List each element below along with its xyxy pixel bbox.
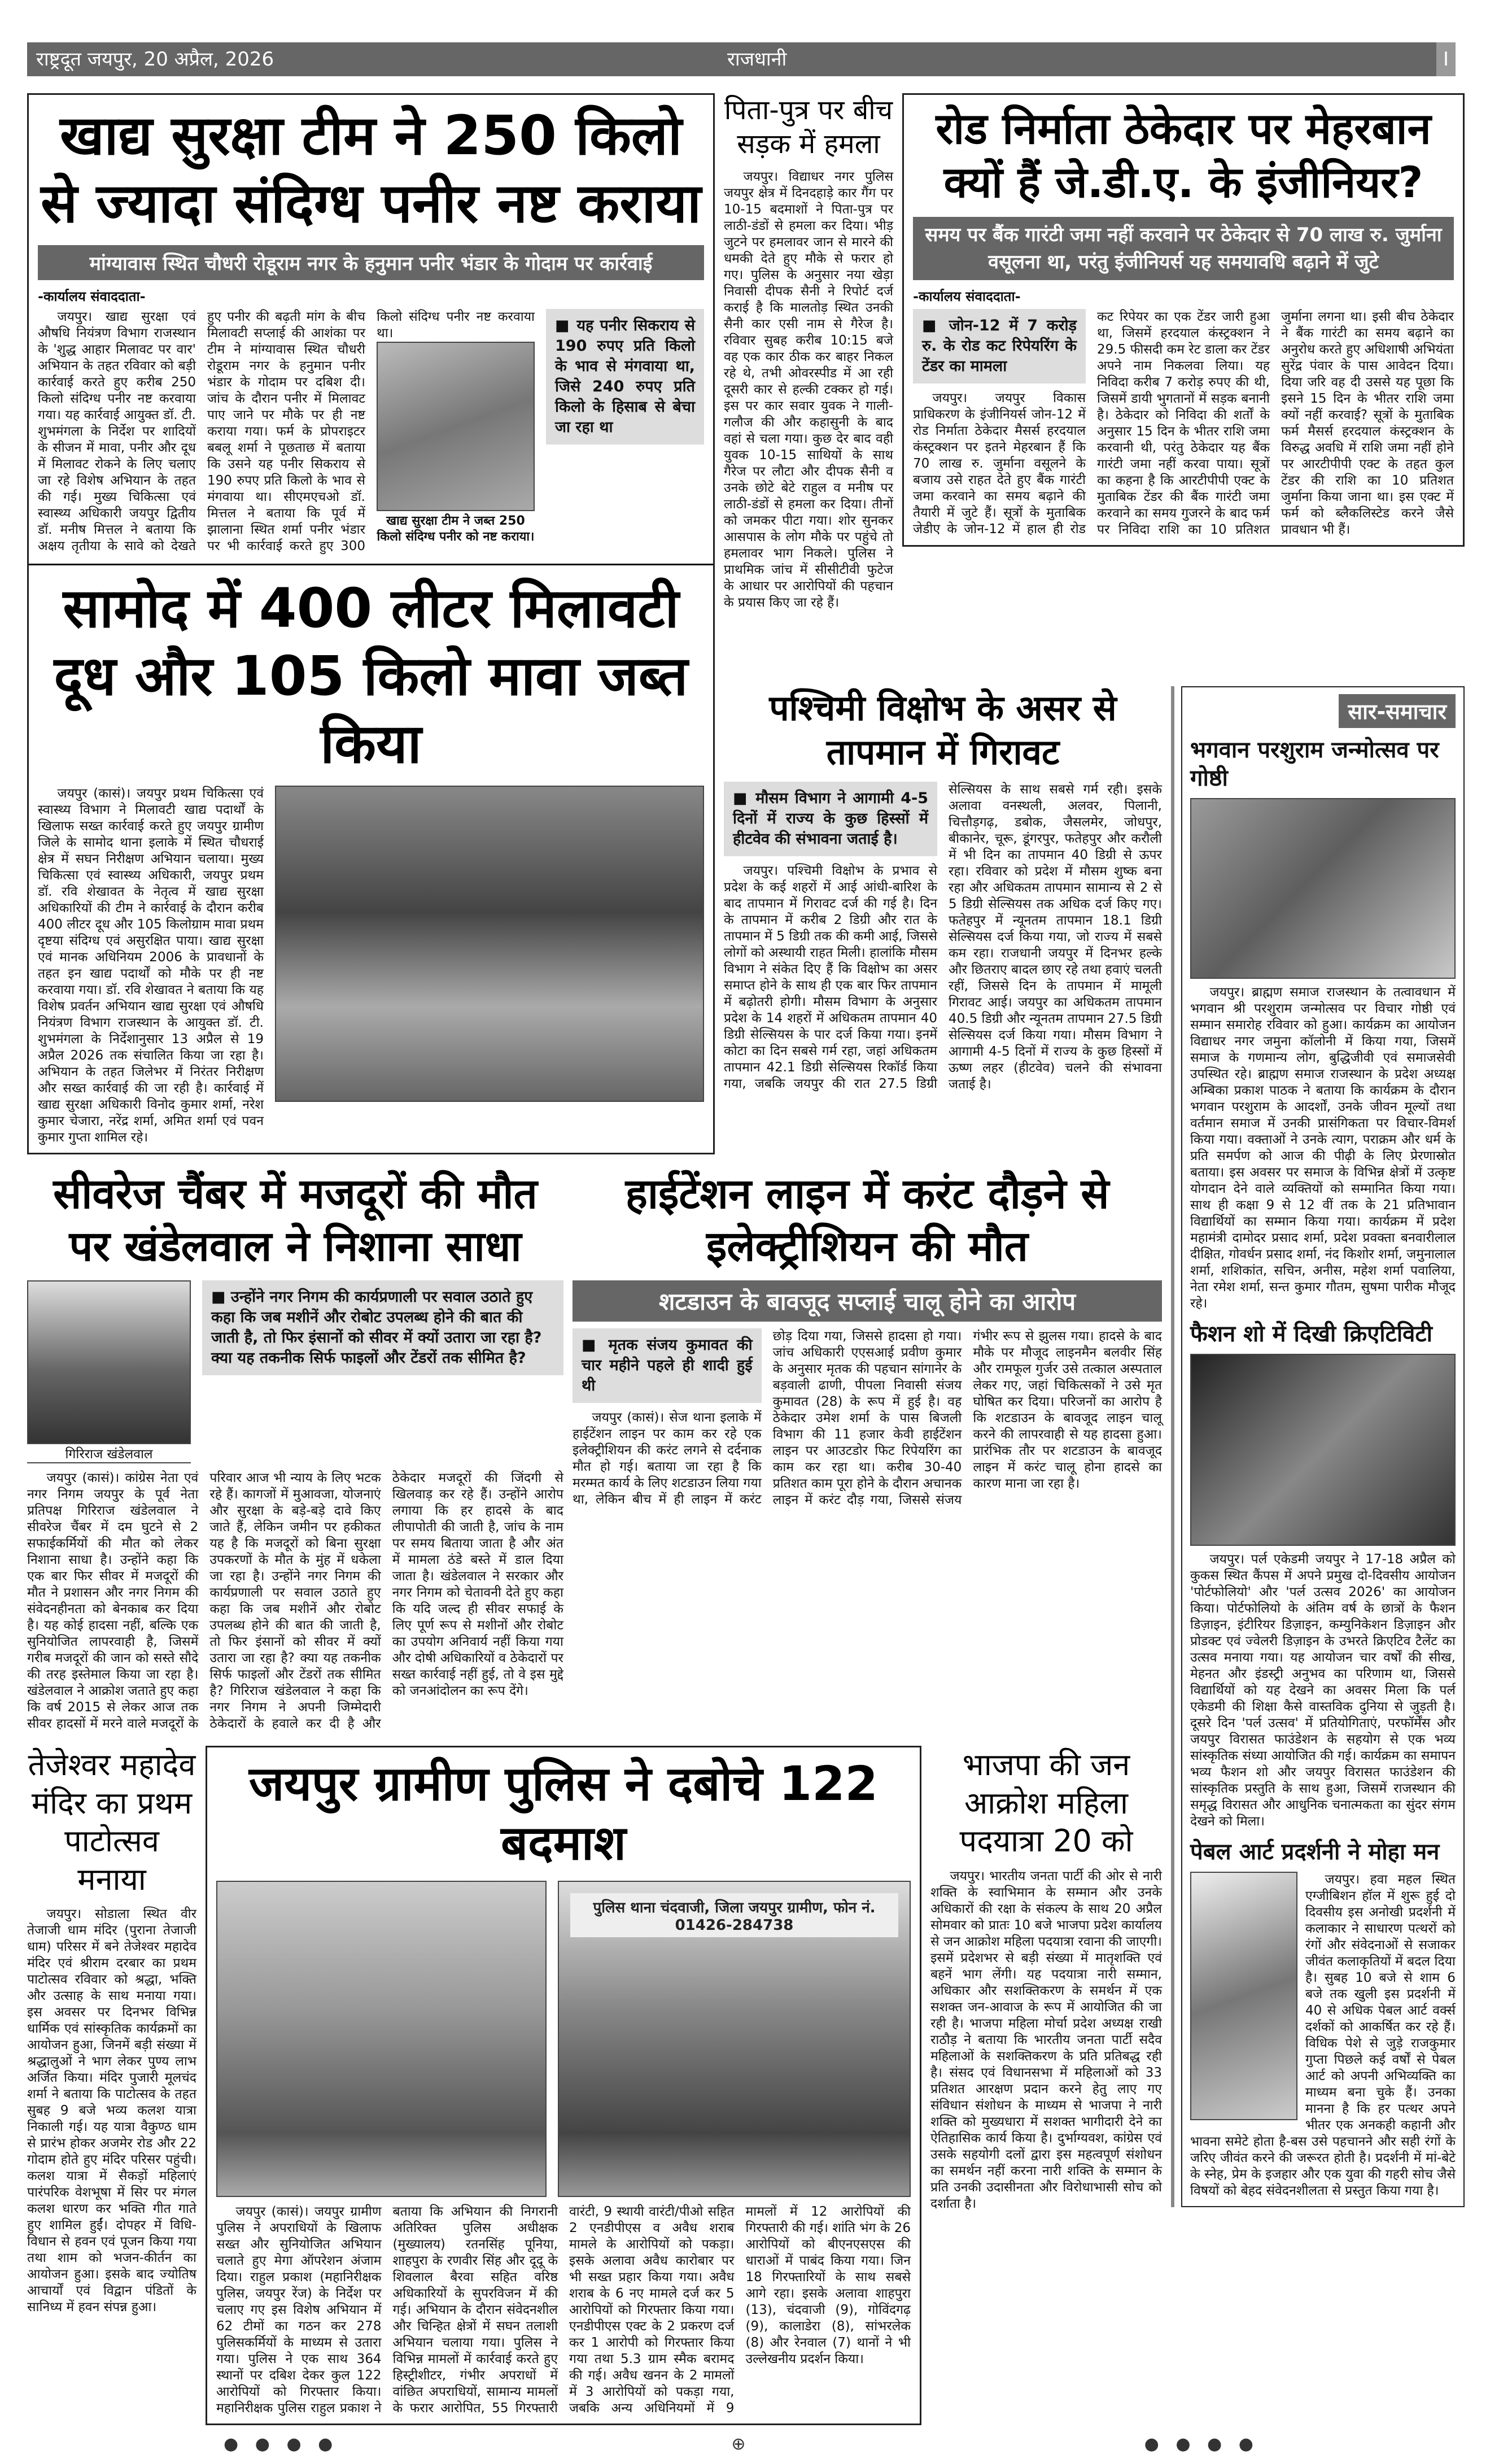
headline-sewer-deaths[interactable]: सीवरेज चैंबर में मजदूरों की मौत पर खंडेलवाल ने निशाना साधा xyxy=(53,1170,537,1271)
article-text: जयपुर (कासं)। जयपुर ग्रामीण पुलिस ने अपराधियों के खिलाफ सख्त और सुनियोजित अभियान चलाते हुए मेगा ऑपरेशन अंजाम दिया। राहुल प्रकाश (महानिरीक्षक पुलिस, जयपुर रेंज) के निर्देश पर चलाए गए इस विशेष अभियान में 62 टीमों का गठन कर 278 पुलिसकर्मियों के माध्यम से उतारा गया। पुलिस ने एक साथ 364 स्थानों पर दबिश देकर कुल 122 आरोपियों को गिरफ्तार किया। महानिरीक्षक पुलिस राहुल प्रकाश ने बताया कि अभियान की निगरानी अतिरिक्त पुलिस अधीक्षक (मुख्यालय) रतनसिंह पूनिया, शाहपुरा के रणवीर सिंह और दूदू के शिवलाल बैरवा सहित वरिष्ठ अधिकारियों के सुपरविजन में की गई। अभियान के दौरान संवेदनशील और चिन्हित क्षेत्रों में सघन तलाशी अभियान चलाया गया। पुलिस ने विभिन्न मामलों में कार्रवाई करते हुए हिस्ट्रीशीटर, गंभीर अपराधों में वांछित अपराधियों, सामान्य मामलों के फरार आरोपित, 55 गिरफ्तारी वारंटी, 9 स्थायी वारंटी/पीओ सहित 2 एनडीपीएस व अवैध शराब मामले के आरोपियों को पकड़ा। इसके अलावा अवैध कारोबार पर भी सख्त प्रहार किया गया। अवैध शराब के 6 नए मामले दर्ज कर 5 आरोपियों को गिरफ्तार किया गया। एनडीपीएस एक्ट के 2 प्रकरण दर्ज कर 1 आरोपी को गिरफ्तार किया गया तथा 5.3 ग्राम स्मैक बरामद की गई। अवैध खनन के 2 मामलों में 3 आरोपियों को पकड़ा गया, जबकि अन्य अधिनियमों में 9 मामलों में 12 आरोपियों की गिरफ्तारी की गई। शांति भंग के 26 आरोपियों को बीएनएसएस की धाराओं में पाबंद किया गया। जिन 18 गिरफ्तारियों के साथ सबसे आगे रहा। इसके अलावा शाहपुरा (13), चंदवाजी (9), गोविंदगढ़ (9), कालाडेरा (8), सांभरलेक (8) और रेनवाल (7) थानों ने भी उल्लेखनीय प्रदर्शन किया। xyxy=(216,2204,911,2416)
section-name: राजधानी xyxy=(727,48,787,71)
photo-police-station xyxy=(558,1881,911,2197)
story-box-left xyxy=(27,93,715,1154)
footer-marks xyxy=(27,2434,1456,2454)
article-body-bjp xyxy=(930,1868,1162,2212)
highlight-box-zone12: ■ जोन-12 में 7 करोड़ रु. के रोड कट रिपेयरिंग के टेंडर का मामला xyxy=(913,309,1086,383)
story-sewer xyxy=(27,1168,563,1732)
highlight-box-heatwave: ■ मौसम विभाग ने आगामी 4-5 दिनों में राज्य के कुछ हिस्सों में हीटवेव की संभावना जताई है। xyxy=(724,782,937,856)
story-father-son-attack xyxy=(724,93,893,611)
headline-western-disturbance[interactable]: पश्चिमी विक्षोभ के असर से तापमान में गिरावट xyxy=(769,687,1117,773)
subhead-jda: समय पर बैंक गारंटी जमा नहीं करवाने पर ठेकेदार से 70 लाख रु. जुर्माना वसूलना था, परंतु इंजीनियर्स यह समयावधि बढ़ाने में जुटे xyxy=(913,217,1454,280)
article-text: जयपुर। सोडाला स्थित वीर तेजाजी धाम मंदिर (पुराना तेजाजी धाम) परिसर में बने तेजेश्वर महादेव मंदिर एवं श्रीराम दरबार का प्रथम पाटोत्सव रविवार को श्रद्धा, भक्ति और उत्साह के साथ मनाया गया। इस अवसर पर दिनभर विभिन्न धार्मिक एवं सांस्कृतिक कार्यक्रमों का आयोजन हुआ, जिनमें बड़ी संख्या में श्रद्धालुओं ने भाग लेकर पुण्य लाभ अर्जित किया। मंदिर पुजारी मूलचंद शर्मा ने बताया कि पाटोत्सव के तहत सुबह 9 बजे भव्य कलश यात्रा निकाली गई। यह यात्रा वैकुण्ठ धाम से प्रारंभ होकर अजमेर रोड और 22 गोदाम होते हुए मंदिर परिसर पहुंची। कलश यात्रा में सैकड़ों महिलाएं पारंपरिक वेशभूषा में सिर पर मंगल कलश धारण कर भक्ति गीत गाते हुए शामिल हुईं। दोपहर में विधि-विधान से हवन एवं पूजन किया गया तथा शाम को भजन-कीर्तन का आयोजन हुआ। इसके बाद ज्योतिष आचार्यों एवं विद्वान पंडितों के सानिध्य में हवन संपन्न हुआ। xyxy=(27,1907,196,2314)
photo-pebble-art xyxy=(1190,1872,1297,2120)
photo-fashion-show xyxy=(1190,1354,1456,1546)
registration-marks-right: ● ● ● ● xyxy=(1144,2434,1259,2454)
headline-father-son-attack[interactable]: पिता-पुत्र पर बीच सड़क में हमला xyxy=(724,94,893,160)
headline-hightension-death[interactable]: हाईटेंशन लाइन में करंट दौड़ने से इलेक्ट्रीशियन की मौत xyxy=(625,1170,1109,1271)
article-text: जयपुर। पश्चिमी विक्षोभ के प्रभाव से प्रदेश के कई शहरों में आई आंधी-बारिश के बाद तापमान में गिरावट दर्ज की गई है। दिन के तापमान में करीब 2 डिग्री और रात के तापमान में 5 डिग्री तक की कमी आई, जिससे लोगों को अस्थायी राहत मिली। हालांकि मौसम विभाग ने संकेत दिए हैं कि विक्षोभ का असर समाप्त होने के साथ ही एक बार फिर तापमान में बढ़ोतरी होगी। मौसम विभाग के अनुसार प्रदेश के 14 शहरों में अधिकतम तापमान 40 डिग्री सेल्सियस के पार दर्ज किया गया। इनमें कोटा का दिन सबसे गर्म रहा, जहां अधिकतम तापमान 42.1 डिग्री सेल्सियस रिकॉर्ड किया गया, जबकि जयपुर की रात 27.5 डिग्री सेल्सियस के साथ सबसे गर्म रही। इसके अलावा वनस्थली, अलवर, पिलानी, चित्तौड़गढ़, डबोक, जैसलमेर, जोधपुर, बीकानेर, चूरू, डूंगरपुर, फतेहपुर और करौली में भी दिन का तापमान 40 डिग्री से ऊपर रहा। रविवार को प्रदेश में मौसम शुष्क बना रहा और अधिकतम तापमान सामान्य से 2 से 5 डिग्री सेल्सियस तक अधिक दर्ज किए गए। फतेहपुर में न्यूनतम तापमान 18.1 डिग्री सेल्सियस दर्ज किया गया, जो राज्य में सबसे कम रहा। राजधानी जयपुर में दिनभर हल्के और छितराए बादल छाए रहे तथा हवाएं चलती रहीं, जिससे दिन के तापमान में मामूली गिरावट आई। जयपुर का अधिकतम तापमान 40.5 डिग्री और न्यूनतम तापमान 27.5 डिग्री सेल्सियस दर्ज किया गया। मौसम विभाग ने आगामी 4-5 दिनों में राज्य के कुछ हिस्सों में ऊष्ण लहर (हीटवेव) चलने की संभावना जताई है। xyxy=(724,782,1162,1092)
article-text: जयपुर (कासं)। कांग्रेस नेता एवं नगर निगम जयपुर के पूर्व नेता प्रतिपक्ष गिरिराज खंडेलवाल ने सीवरेज चैंबर में दम घुटने से 2 सफाईकर्मियों की मौत को लेकर निशाना साधा है। उन्होंने कहा कि एक बार फिर सीवर में मजदूरों की मौत ने प्रशासन और नगर निगम की संवेदनहीनता को बेनकाब कर दिया है। यह कोई हादसा नहीं, बल्कि एक सुनियोजित लापरवाही है, जिसमें गरीब मजदूरों की जान को सस्ते सौदे की तरह इस्तेमाल किया जा रहा है। खंडेलवाल ने आक्रोश जताते हुए कहा कि वर्ष 2015 से लेकर आज तक सीवर हादसों में मरने वाले मजदूरों के परिवार आज भी न्याय के लिए भटक रहे हैं। कागजों में मुआवजा, योजनाएं और सुरक्षा के बड़े-बड़े दावे किए जाते हैं, लेकिन जमीन पर हकीकत यह है कि मजदूरों को बिना सुरक्षा उपकरणों के मौत के मुंह में धकेला जा रहा है। उन्होंने नगर निगम की कार्यप्रणाली पर सवाल उठाते हुए कहा कि जब मशीनें और रोबोट उपलब्ध होने की बात की जाती है, तो फिर इंसानों को सीवर में क्यों उतारा जा रहा है? क्या यह तकनीक सिर्फ फाइलों और टेंडरों तक सीमित है? गिरिराज खंडेलवाल ने कहा कि नगर निगम ने अपनी जिम्मेदारी ठेकेदारों के हवाले कर दी है और ठेकेदार मजदूरों की जिंदगी से खिलवाड़ कर रहे हैं। उन्होंने आरोप लगाया कि हर हादसे के बाद लीपापोती की जाती है, जांच के नाम पर समय बिताया जाता है और अंत में मामला ठंडे बस्ते में डाल दिया जाता है। खंडेलवाल ने सरकार और नगर निगम को चेतावनी देते हुए कहा कि यदि जल्द ही सीवर सफाई के लिए पूर्ण रूप से मशीनों और रोबोट का उपयोग अनिवार्य नहीं किया गया और दोषी अधिकारियों व ठेकेदारों पर सख्त कार्रवाई नहीं हुई, तो वे इस मुद्दे को जनआंदोलन का रूप देंगे। xyxy=(27,1471,563,1731)
row-sewer-hightension xyxy=(27,1168,1162,1732)
article-body-samod xyxy=(38,786,264,1146)
sidebar xyxy=(1171,686,1465,2207)
article-body-temple xyxy=(27,1906,196,2316)
sidebar-item-title[interactable]: फैशन शो में दिखी क्रिएटिविटी xyxy=(1190,1321,1432,1347)
story-box-jda xyxy=(902,93,1465,547)
article-body-paneer xyxy=(38,309,704,555)
photo-giriraj-khandelwal xyxy=(27,1280,191,1444)
photo-figure xyxy=(377,342,535,545)
page-number: I xyxy=(1436,42,1456,76)
story-weather xyxy=(724,686,1162,1093)
photo-paneer-destruction xyxy=(377,342,535,511)
article-text: जयपुर। विद्याधर नगर पुलिस जयपुर क्षेत्र में दिनदहाड़े कार गैंग पर 10-15 बदमाशों ने पिता-पुत्र पर लाठी-डंडों से हमला कर दिया। भीड़ जुटने पर हमलावर जान से मारने की धमकी देते हुए मौके से फरार हो गए। पुलिस के अनुसार नया खेड़ा निवासी दीपक सैनी ने रिपोर्ट दर्ज कराई है कि मालतोड़ स्थित उनकी सैनी कार एसी नाम से गैरेज है। रविवार सुबह करीब 10:15 बजे वह एक कार ठीक कर बाहर निकल रहे थे, तभी ओवरस्पीड में आ रही दूसरी कार से हल्की टक्कर हो गई। इस पर कार सवार युवक ने गाली-गलौज की और कहासुनी के बाद वहां से चला गया। कुछ देर बाद वही युवक 10-15 साथियों के साथ गैरेज पर लौटा और दीपक सैनी व उनके छोटे बेटे राहुल व मनीष पर लाठी-डंडों से हमला कर दिया। तीनों को जमकर पीटा गया। शोर सुनकर आसपास के लोग मौके पर पहुंचे तो हमलावर भाग निकले। पुलिस ने प्राथमिक जांच में सीसीटीवी फुटेज के आधार पर आरोपियों की पहचान के प्रयास किए जा रहे हैं। xyxy=(724,169,893,610)
police-photos xyxy=(216,1881,911,2197)
sidebar-box xyxy=(1181,686,1465,2207)
sidebar-item-body xyxy=(1190,984,1456,1312)
photo-caption: गिरिराज खंडेलवाल xyxy=(27,1444,191,1463)
article-body-sewer-a xyxy=(27,1470,563,1732)
sewer-top xyxy=(27,1280,563,1463)
sidebar-item-body xyxy=(1190,1872,1456,2199)
registration-marks-left: ● ● ● ● xyxy=(224,2434,339,2454)
divider xyxy=(29,564,713,565)
byline: -कार्यालय संवाददाता- xyxy=(38,289,146,304)
article-body-police xyxy=(216,2204,911,2417)
photo-milk-seizure xyxy=(275,786,704,1102)
subhead-paneer: मांग्यावास स्थित चौधरी रोडूराम नगर के हनुमान पनीर भंडार के गोदाम पर कार्रवाई xyxy=(38,245,704,280)
article-text: जयपुर। खाद्य सुरक्षा एवं औषधि नियंत्रण विभाग राजस्थान के 'शुद्ध आहार मिलावट पर वार' अभियान के तहत रविवार को बड़ी कार्रवाई करते हुए करीब 250 किलो संदिग्ध पनीर नष्ट करवाया गया। यह कार्रवाई आयुक्त डॉ. टी. शुभमंगला के निर्देश पर शादियों के सीजन में मावा, पनीर और दूध में मिलावट रोकने के लिए चलाए जा रहे विशेष अभियान के तहत की गई। मुख्य चिकित्सा एवं स्वास्थ्य अधिकारी जयपुर द्वितीय डॉ. मनीष मित्तल ने बताया कि अक्षय तृतीया के सावे को देखते हुए पनीर की बढ़ती मांग के बीच मिलावटी सप्लाई की आशंका पर टीम ने मांग्यावास स्थित चौधरी रोडूराम नगर के हनुमान पनीर भंडार के गोदाम पर दबिश दी। जांच के दौरान पनीर में मिलावट पाए जाने पर मौके पर ही नष्ट कराया गया। फर्म के प्रोपराइटर बबलू शर्मा ने पूछताछ में बताया कि उसने यह पनीर सिकराय से 190 रुपए प्रति किलो के भाव से मंगवाया था। सीएमएचओ डॉ. मित्तल ने बताया कि पूर्व में झालाना स्थित शर्मा पनीर भंडार पर भी कार्रवाई करते हुए 300 किलो संदिग्ध पनीर नष्ट करवाया था। xyxy=(38,310,535,553)
article-text: जयपुर (कासं)। जयपुर प्रथम चिकित्सा एवं स्वास्थ्य विभाग ने मिलावटी खाद्य पदार्थों के खिलाफ सख्त कार्रवाई करते हुए जयपुर ग्रामीण जिले के सामोद थाना इलाके में स्थित चौधराई क्षेत्र में सघन निरीक्षण अभियान चलाया। मुख्य चिकित्सा एवं स्वास्थ्य अधिकारी, जयपुर प्रथम डॉ. रवि शेखावत के नेतृत्व में खाद्य सुरक्षा अधिकारियों की टीम ने कार्रवाई के दौरान करीब 400 लीटर दूध और 105 किलोग्राम मावा प्रथम दृष्टया संदिग्ध एवं असुरक्षित पाया। खाद्य सुरक्षा एवं मानक अधिनियम 2006 के प्रावधानों के तहत इन खाद्य पदार्थों को मौके पर ही नष्ट करवाया गया। डॉ. रवि शेखावत ने बताया कि यह विशेष प्रवर्तन अभियान खाद्य सुरक्षा एवं औषधि नियंत्रण विभाग राजस्थान के आयुक्त डॉ. टी. शुभमंगला के निर्देशानुसार 13 अप्रैल से 19 अप्रैल 2026 तक संचालित किया जा रहा है। अभियान के तहत जिलेभर में निरंतर निरीक्षण और सख्त कार्रवाई की जा रही है। कार्रवाई में खाद्य सुरक्षा अधिकारी विनोद कुमार शर्मा, नरेश कुमार चेजारा, नरेंद्र शर्मा, अमित शर्मा एवं पवन कुमार गुप्ता शामिल रहे। xyxy=(38,786,264,1145)
sidebar-item-title[interactable]: पेबल आर्ट प्रदर्शनी ने मोहा मन xyxy=(1190,1839,1440,1865)
article-body-hightension xyxy=(573,1328,1162,1509)
article-text: जयपुर। जयपुर विकास प्राधिकरण के इंजीनियर्स जोन-12 में रोड निर्माता ठेकेदार मैसर्स हरदयाल कंस्ट्रक्शन पर इतने मेहरबान हैं कि 70 लाख रु. जुर्माना वसूलने के बजाय उसे राहत देते हुए बैंक गारंटी जमा करवाने का समय बढ़ाने की तैयारी में जुटे हैं। सूत्रों के मुताबिक जेडीए के जोन-12 में हाल ही रोड कट रिपेयर का एक टेंडर जारी हुआ था, जिसमें हरदयाल कंस्ट्रक्शन ने 29.5 फीसदी कम रेट डाला कर टेंडर अपने नाम निकलवा लिया। यह निविदा करीब 7 करोड़ रुपए की थी, जिसमें डायी भुगतानों में सड़क बनानी है। ठेकेदार को निविदा की शर्तों के अनुसार 15 दिन के भीतर राशि जमा करवानी थी, परंतु ठेकेदार यह बैंक गारंटी जमा नहीं करवा पाया। सूत्रों का कहना है कि आरटीपीपी एक्ट के मुताबिक टेंडर की बैंक गारंटी जमा करवाने का समय गुजरने के बाद फर्म पर निविदा राशि का 10 प्रतिशत जुर्माना लगना था। इसी बीच ठेकेदार ने बैंक गारंटी का समय बढ़ाने का अनुरोध करते हुए अधिशाषी अभियंता सुरेंद्र पंवार के पास आवेदन दिया। दिया जरि वह दी उससे यह पूछा कि इसने 15 दिन के भीतर राशि जमा क्यों नहीं करवाई? सूत्रों के मुताबिक फर्म मैसर्स हरदयाल कंस्ट्रक्शन के विरुद्ध अवधि में राशि जमा नहीं होने पर आरटीपीपी एक्ट के तहत कुल टेंडर की राशि का 10 प्रतिशत जुर्माना किया जाना था। इस एक्ट में फर्म को ब्लैकलिस्टेड करने जैसे प्रावधान भी हैं। xyxy=(913,310,1454,537)
row-bottom xyxy=(27,1746,1162,2425)
story-hightension xyxy=(573,1168,1162,1509)
samod-layout xyxy=(38,786,704,1146)
headline-samod-milk[interactable]: सामोद में 400 लीटर मिलावटी दूध और 105 किलो मावा जब्त किया xyxy=(54,577,688,775)
story-box-police xyxy=(206,1746,921,2425)
headline-paneer[interactable]: खाद्य सुरक्षा टीम ने 250 किलो से ज्यादा संदिग्ध पनीर नष्ट कराया xyxy=(41,104,701,235)
highlight-box-groom: ■ मृतक संजय कुमावत की चार महीने पहले ही शादी हुई थी xyxy=(573,1328,762,1403)
page-header xyxy=(27,42,1456,76)
highlight-box-sewer: ■ उन्होंने नगर निगम की कार्यप्रणाली पर सवाल उठाते हुए कहा कि जब मशीनें और रोबोट उपलब्ध होने की बात की जाती है, तो फिर इंसानों को सीवर में क्यों उतारा जा रहा है? क्या यह तकनीक सिर्फ फाइलों और टेंडरों तक सीमित है? xyxy=(202,1280,563,1375)
article-body-jda xyxy=(913,309,1454,538)
sidebar-label: सार-समाचार xyxy=(1339,694,1456,728)
sidebar-item-body xyxy=(1190,1551,1456,1830)
page-grid xyxy=(27,93,1456,2425)
subhead-shutdown: शटडाउन के बावजूद सप्लाई चालू होने का आरोप xyxy=(573,1280,1162,1322)
article-text: जयपुर। हवा महल स्थित एग्जीबिशन हॉल में शुरू हुई दो दिवसीय इस अनोखी प्रदर्शनी में कलाकार ने साधारण पत्थरों को रंगों और संवेदनाओं से सजाकर जीवंत कलाकृतियों में बदल दिया है। सुबह 10 बजे से शाम 6 बजे तक खुली इस प्रदर्शनी में 40 से अधिक पेबल आर्ट वर्क्स दर्शकों को आकर्षित कर रहे हैं। विधिक पेशे से जुड़े राजकुमार गुप्ता पिछले कई वर्षों से पेबल आर्ट को अपनी अभिव्यक्ति का माध्यम बना चुके हैं। उनका मानना है कि हर पत्थर अपने भीतर एक अनकही कहानी और भावना समेटे होता है-बस उसे पहचानने और सही रंगों के जरिए जीवंत करने की जरूरत होती है। प्रदर्शनी में मां-बेटे के स्नेह, प्रेम के इजहार और एक युवा की गहरी सोच जैसे विषयों को बेहद संवेदनशीलता से प्रस्तुत किया गया है। xyxy=(1190,1872,1456,2198)
article-text: जयपुर। भारतीय जनता पार्टी की ओर से नारी शक्ति के स्वाभिमान के सम्मान और उनके अधिकारों की रक्षा के संकल्प के साथ 20 अप्रैल सोमवार को प्रातः 10 बजे भाजपा प्रदेश कार्यालय से जन आक्रोश महिला पदयात्रा रवाना की जाएगी। इसमें प्रदेशभर से बड़ी संख्या में मातृशक्ति एवं बहनें भाग लेंगी। यह पदयात्रा नारी सम्मान, अधिकार और सशक्तिकरण के समर्थन में एक सशक्त जन-आवाज के रूप में आयोजित की जा रही है। भाजपा महिला मोर्चा प्रदेश अध्यक्ष राखी राठौड़ ने बताया कि भारतीय जनता पार्टी सदैव महिलाओं के सशक्तिकरण के प्रति प्रतिबद्ध रही है। संसद एवं विधानसभा में महिलाओं को 33 प्रतिशत आरक्षण प्रदान करने हेतु लाए गए संविधान संशोधन के माध्यम से भाजपा ने नारी शक्ति को मुख्यधारा में सशक्त भागीदारी देने का ऐतिहासिक कार्य किया है। दुर्भाग्यवश, कांग्रेस एवं उसके सहयोगी दलों द्वारा इस महत्वपूर्ण संशोधन का समर्थन नहीं करना नारी शक्ति के सम्मान के प्रति उनकी उदासीनता और विरोधाभासी सोच को दर्शाता है। xyxy=(930,1868,1162,2211)
story-bjp xyxy=(930,1746,1162,2212)
headline-jda-engineers[interactable]: रोड निर्माता ठेकेदार पर मेहरबान क्यों हैं जे.डी.ए. के इंजीनियर? xyxy=(936,103,1431,207)
photo-caption: खाद्य सुरक्षा टीम ने जब्त 250 किलो संदिग्ध पनीर को नष्ट कराया। xyxy=(377,514,535,544)
headline-tejeshwar-temple[interactable]: तेजेश्वर महादेव मंदिर का प्रथम पाटोत्सव मनाया xyxy=(28,1747,196,1897)
article-body-weather xyxy=(724,782,1162,1093)
article-body-attack xyxy=(724,169,893,611)
byline: -कार्यालय संवाददाता- xyxy=(913,289,1021,304)
article-text: जयपुर। ब्राह्मण समाज राजस्थान के तत्वावधान में भगवान श्री परशुराम जन्मोत्सव पर विचार गोष्ठी एवं सम्मान समारोह रविवार को हुआ। कार्यक्रम का आयोजन विद्याधर नगर जमुना कॉलोनी में किया गया, जिसमें समाज के गणमान्य लोग, बुद्धिजीवी एवं समाजसेवी उपस्थित रहे। ब्राह्मण समाज राजस्थान के प्रदेश अध्यक्ष अम्बिका प्रकाश पाठक ने बताया कि कार्यक्रम के दौरान भगवान परशुराम के आदर्शों, उनके जीवन मूल्यों तथा वर्तमान समाज में उनकी प्रासंगिकता पर विचार-विमर्श किया गया। वक्ताओं ने उनके त्याग, पराक्रम और धर्म के प्रति समर्पण को आज की पीढ़ी के लिए प्रेरणास्रोत बताया। इस अवसर पर समाज के विभिन्न क्षेत्रों में उत्कृष्ट योगदान देने वाले व्यक्तियों को सम्मानित किया गया। साथ ही कक्षा 9 से 12 वीं तक के 21 प्रतिभावान विद्यार्थियों का सम्मान किया गया। कार्यक्रम में प्रदेश महामंत्री दामोदर प्रसाद शर्मा, प्रदेश प्रवक्ता बनवारीलाल दीक्षित, गोवर्धन प्रसाद शर्मा, नंद किशोर शर्मा, जमुनालाल शर्मा, शशिकांत, सचिन, अनीस, महेश शर्मा पवालिया, नेता रमेश शर्मा, सन्त कुमार गौतम, सुषमा पारीक मौजूद रहे। xyxy=(1190,985,1456,1311)
station-signboard: पुलिस थाना चंदवाजी, जिला जयपुर ग्रामीण, फोन नं. 01426-284738 xyxy=(570,1893,898,1937)
registration-mark-center: ⊕ xyxy=(731,2434,751,2454)
headline-rural-police-122[interactable]: जयपुर ग्रामीण पुलिस ने दबोचे 122 बदमाश xyxy=(248,1756,879,1871)
article-text: जयपुर। पर्ल एकेडमी जयपुर ने 17-18 अप्रैल को कुकस स्थित कैंपस में अपने प्रमुख दो-दिवसीय आयोजन 'पोर्टफोलियो' और 'पर्ल उत्सव 2026' का आयोजन किया। पोर्टफोलियो के अंतिम वर्ष के छात्रों के फैशन डिज़ाइन, इंटीरियर डिज़ाइन, कम्युनिकेशन डिज़ाइन और प्रोडक्ट एवं ज्वेलरी डिज़ाइन के उभरते क्रिएटिव टैलेंट का उत्सव मनाया गया। यह आयोजन चार वर्षों की सीख, मेहनत और इंडस्ट्री अनुभव का परिणाम था, जिससे विद्यार्थियों को यह देखने का अवसर मिला कि पर्ल एकेडमी की शिक्षा कैसे वास्तविक दुनिया से जुड़ती है। दूसरे दिन 'पर्ल उत्सव' में प्रतियोगिताएं, परफॉर्मेंस और जयपुर विरासत फाउंडेशन के सहयोग से एक भव्य सांस्कृतिक संध्या आयोजित की गई। कार्यक्रम का समापन भव्य फैशन शो और जयपुर विरासत फाउंडेशन की सांस्कृतिक प्रस्तुति के साथ हुआ, जिसमें राजस्थान की समृद्ध विरासत और आधुनिक चनात्मकता का सुंदर संगम देखने को मिला। xyxy=(1190,1552,1456,1829)
dateline: राष्ट्रदूत जयपुर, 20 अप्रैल, 2026 xyxy=(36,48,274,71)
headline-bjp-padyatra[interactable]: भाजपा की जन आक्रोश महिला पदयात्रा 20 को xyxy=(959,1747,1133,1859)
photo-arrested-accused xyxy=(216,1881,547,2197)
photo-parshuram-event xyxy=(1190,798,1456,979)
story-temple xyxy=(27,1746,196,2316)
sidebar-item-title[interactable]: भगवान परशुराम जन्मोत्सव पर गोष्ठी xyxy=(1190,737,1439,791)
highlight-box: ■ यह पनीर सिकराय से 190 रुपए प्रति किलो के भाव से मंगवाया था, जिसे 240 रुपए प्रति किलो के हिसाब से बेचा जा रहा था xyxy=(546,309,704,444)
photo-figure xyxy=(27,1280,191,1463)
article-text: जयपुर (कासं)। सेज थाना इलाके में हाईटेंशन लाइन पर काम कर रहे एक इलेक्ट्रीशियन की करंट लगने से दर्दनाक मौत हो गई। बताया जा रहा है कि मरम्मत कार्य के लिए शटडाउन लिया गया था, लेकिन बीच में ही लाइन में करंट छोड़ दिया गया, जिससे हादसा हो गया। जांच अधिकारी एएसआई प्रवीण कुमार के अनुसार मृतक की पहचान सांगानेर के बड़वाली ढाणी, पीपला निवासी संजय कुमावत (28) के रूप में हुई है। वह ठेकेदार उमेश शर्मा के पास बिजली विभाग की 11 हजार केवी हाईटेंशन लाइन पर आउटडोर फिट रिपेयरिंग का काम कर रहा था। करीब 30-40 प्रतिशत काम पूरा होने के दौरान अचानक लाइन में करंट दौड़ गया, जिससे संजय गंभीर रूप से झुलस गया। हादसे के बाद मौके पर मौजूद लाइनमैन बलवीर सिंह और रामफूल गुर्जर उसे तत्काल अस्पताल लेकर गए, जहां चिकित्सकों ने उसे मृत घोषित कर दिया। परिजनों का आरोप है कि शटडाउन के बावजूद लाइन चालू करने की लापरवाही से यह हादसा हुआ। प्रारंभिक तौर पर शटडाउन के बावजूद लाइन में करंट चालू होना हादसे का कारण माना जा रहा है। xyxy=(573,1329,1162,1507)
